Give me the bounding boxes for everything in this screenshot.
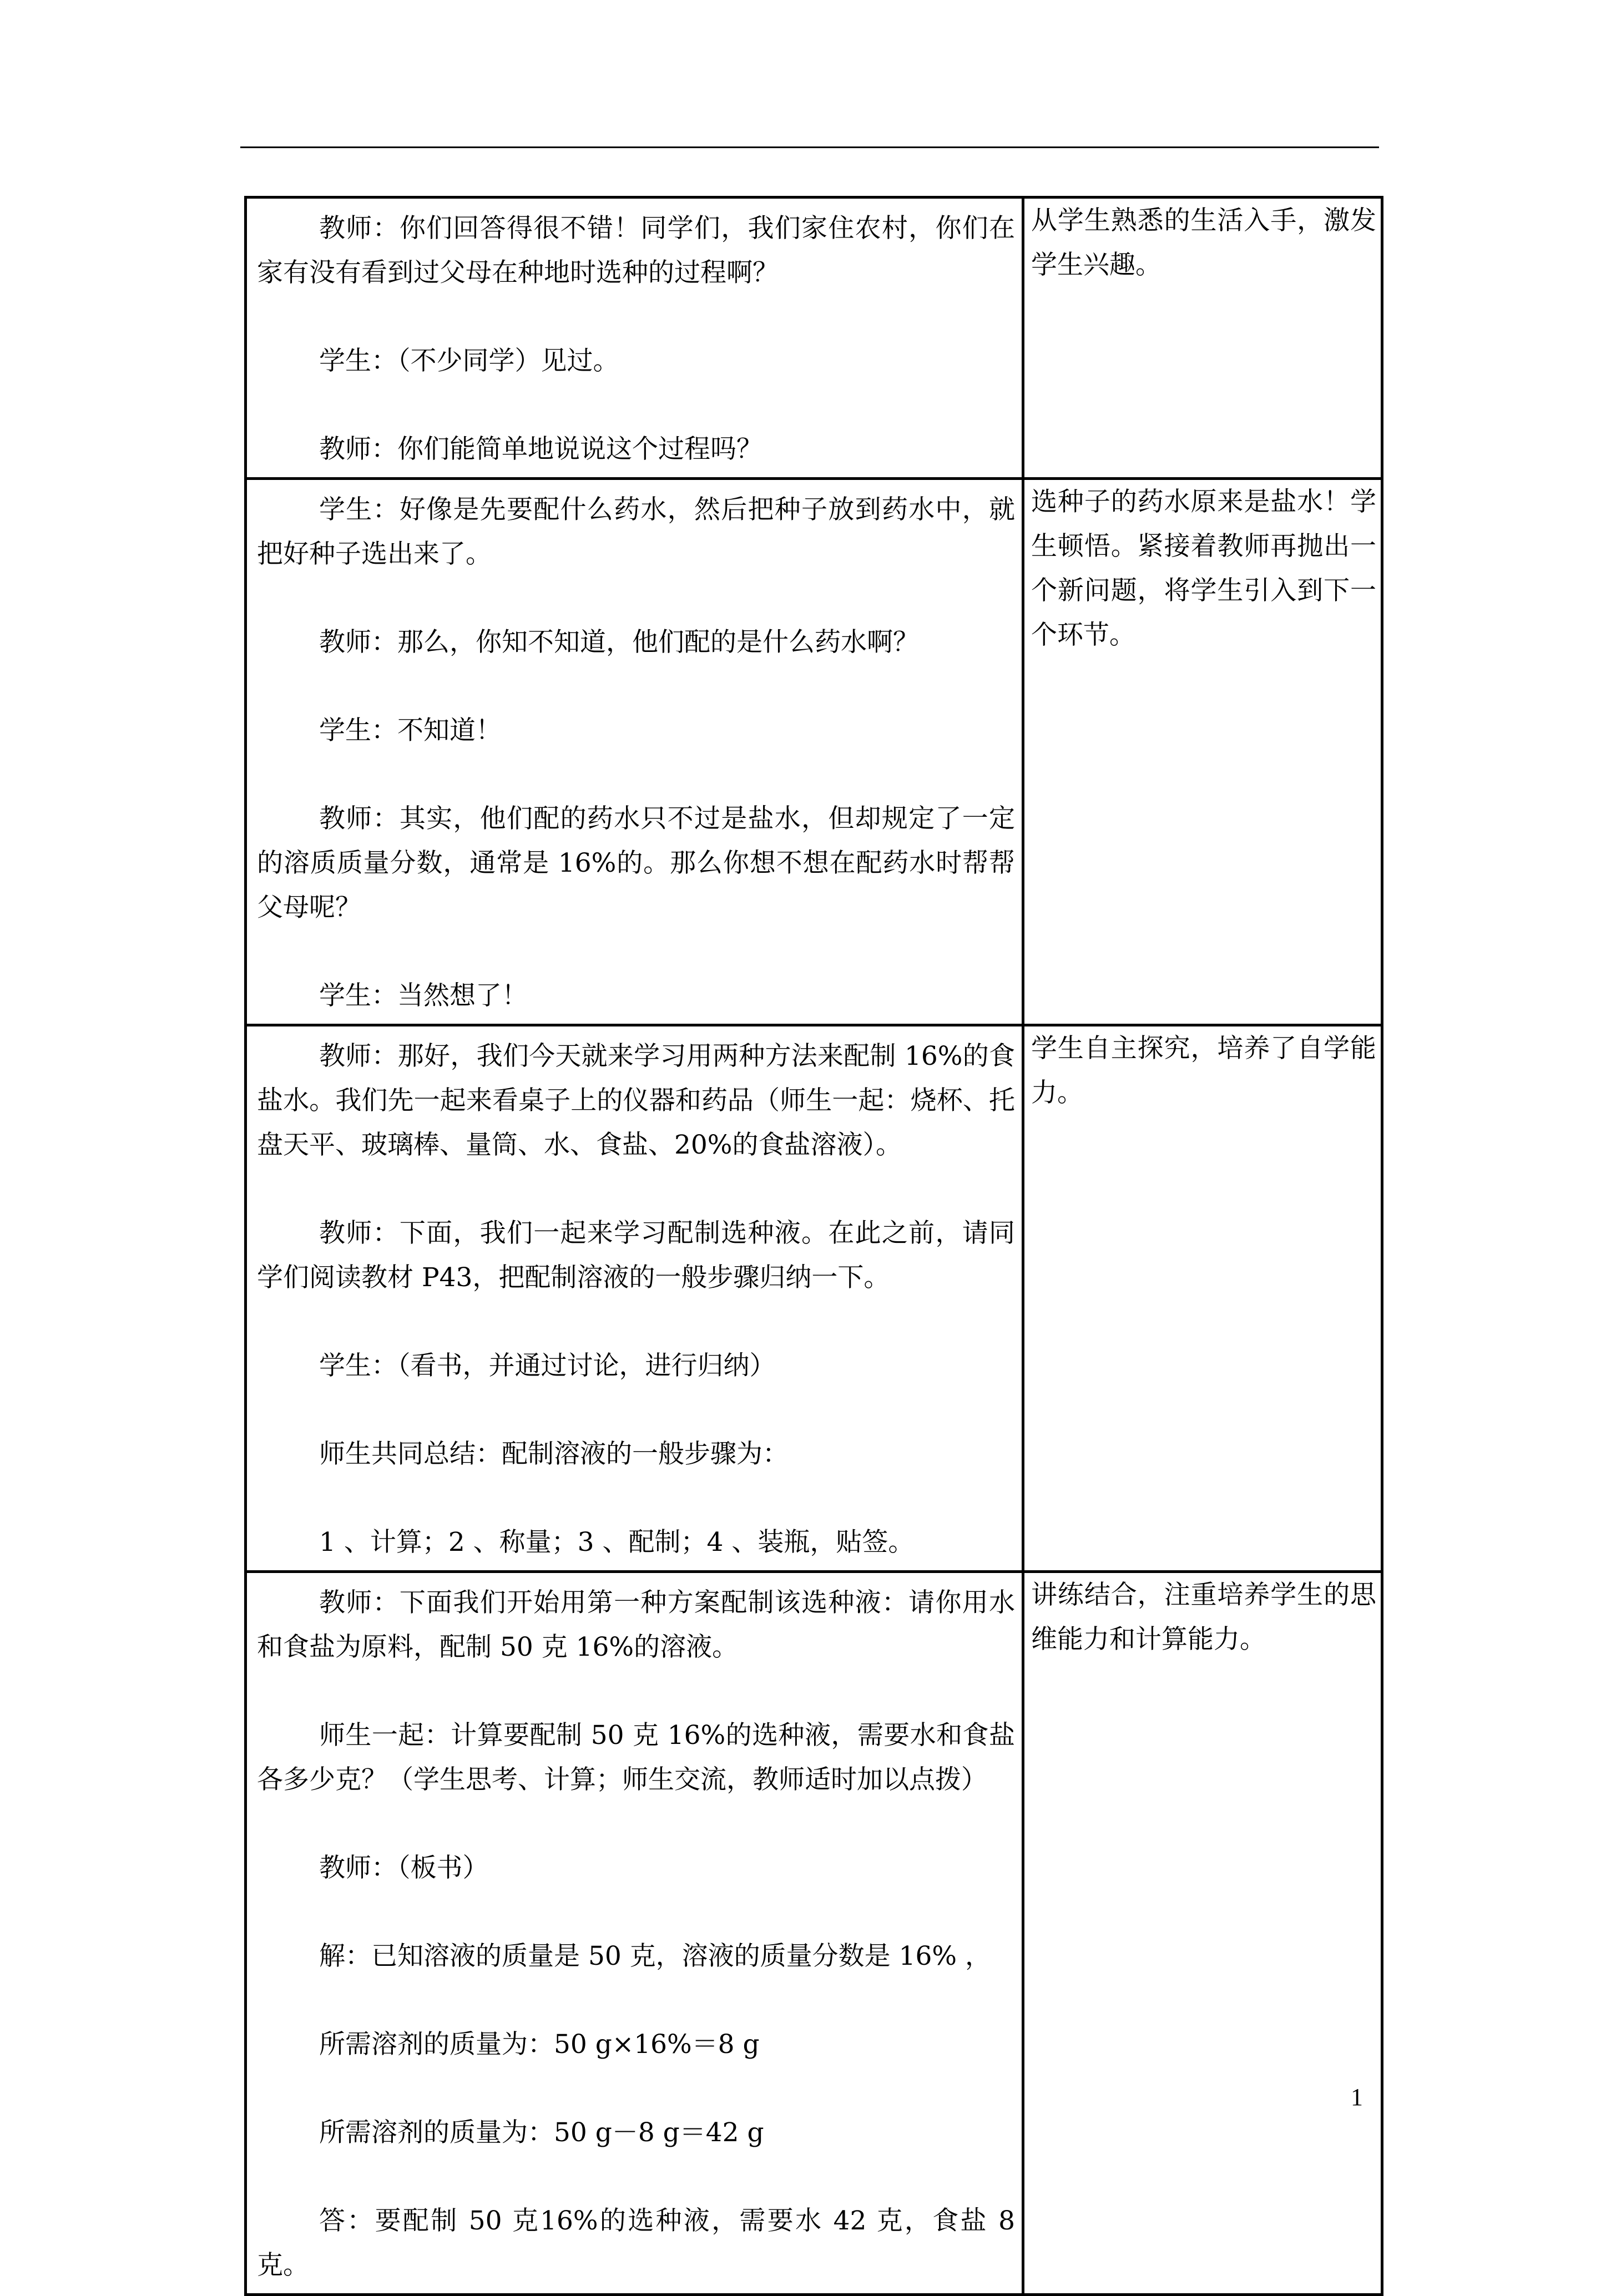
- dialogue-line: 解：已知溶液的质量是 50 克，溶液的质量分数是 16% ，: [319, 1941, 992, 1971]
- dialogue-line: 教师：你们回答得很不错！同学们，我们家住农村，你们在家有没有看到过父母在种地时选种的过程啊？: [257, 213, 1015, 288]
- page-number: 1: [1351, 2083, 1363, 2111]
- dialogue-cell: [246, 479, 1023, 1025]
- note-cell: [1023, 1025, 1382, 1572]
- table-row: [246, 479, 1382, 1025]
- design-note: 学生自主探究，培养了自学能力。: [1031, 1033, 1376, 1108]
- table-row: [246, 1572, 1382, 2295]
- dialogue-line: 学生：（不少同学）见过。: [319, 346, 619, 376]
- dialogue-line: 教师：那好，我们今天就来学习用两种方法来配制 16%的食盐水。我们先一起来看桌子上的仪器和药品（师生一起：烧杯、托盘天平、玻璃棒、量筒、水、食盐、20%的食盐溶液）。: [257, 1041, 1015, 1160]
- dialogue-line: 师生共同总结：配制溶液的一般步骤为：: [319, 1439, 789, 1469]
- note-cell: [1023, 479, 1382, 1025]
- dialogue-line: 教师：那么，你知不知道，他们配的是什么药水啊？: [319, 627, 919, 658]
- dialogue-line: 所需溶剂的质量为：50 g×16%＝8 g: [319, 2029, 760, 2060]
- design-note: 讲练结合，注重培养学生的思维能力和计算能力。: [1031, 1580, 1376, 1655]
- dialogue-line: 所需溶剂的质量为：50 g－8 g＝42 g: [319, 2117, 764, 2148]
- dialogue-line: 学生：不知道！: [319, 715, 502, 746]
- table-row: [246, 1025, 1382, 1572]
- design-note: 从学生熟悉的生活入手，激发学生兴趣。: [1031, 205, 1376, 280]
- note-cell: [1023, 198, 1382, 479]
- dialogue-line: 答：要配制 50 克16%的选种液，需要水 42 克，食盐 8 克。: [257, 2206, 1015, 2280]
- dialogue-line: 教师：下面我们开始用第一种方案配制该选种液：请你用水和食盐为原料，配制 50 克 16%的溶液。: [257, 1587, 1015, 1662]
- dialogue-line: 学生：（看书，并通过讨论，进行归纳）: [319, 1351, 776, 1381]
- dialogue-line: 教师：下面，我们一起来学习配制选种液。在此之前，请同学们阅读教材 P43，把配制溶液的一般步骤归纳一下。: [257, 1218, 1015, 1293]
- header-rule: [240, 146, 1379, 148]
- dialogue-cell: [246, 1025, 1023, 1572]
- dialogue-line: 学生：当然想了！: [319, 980, 528, 1011]
- dialogue-line: 1 、计算；2 、称量；3 、配制；4 、装瓶，贴签。: [319, 1527, 915, 1557]
- dialogue-line: 教师：其实，他们配的药水只不过是盐水，但却规定了一定的溶质质量分数，通常是 16%的。那么你想不想在配药水时帮帮父母呢？: [257, 803, 1015, 923]
- note-cell: [1023, 1572, 1382, 2295]
- dialogue-line: 师生一起：计算要配制 50 克 16%的选种液，需要水和食盐各多少克？（学生思考、计算；师生交流，教师适时加以点拨）: [257, 1720, 1015, 1795]
- dialogue-line: 教师：你们能简单地说说这个过程吗？: [319, 434, 762, 464]
- table-row: [246, 198, 1382, 479]
- design-note: 选种子的药水原来是盐水！学生顿悟。紧接着教师再抛出一个新问题，将学生引入到下一个环节。: [1031, 487, 1376, 650]
- dialogue-line: 学生：好像是先要配什么药水，然后把种子放到药水中，就把好种子选出来了。: [257, 494, 1015, 569]
- dialogue-cell: [246, 1572, 1023, 2295]
- dialogue-line: 教师：（板书）: [319, 1853, 489, 1883]
- lesson-table: [244, 196, 1383, 2296]
- dialogue-cell: [246, 198, 1023, 479]
